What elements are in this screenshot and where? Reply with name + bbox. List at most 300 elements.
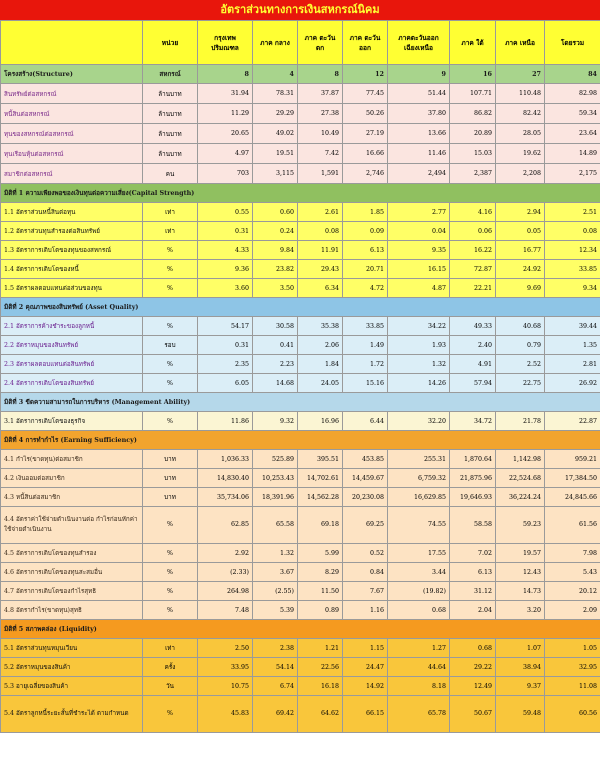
row-unit: บาท bbox=[143, 450, 198, 469]
row-value: 0.41 bbox=[253, 336, 298, 355]
row-value: 9.37 bbox=[496, 677, 545, 696]
table-row bbox=[1, 355, 600, 374]
row-unit: ล้านบาท bbox=[143, 124, 198, 144]
row-value: 0.31 bbox=[198, 222, 253, 241]
row-unit: วัน bbox=[143, 677, 198, 696]
row-value: 54.17 bbox=[198, 317, 253, 336]
row-value: 3.50 bbox=[253, 279, 298, 298]
row-value: 4.33 bbox=[198, 241, 253, 260]
section-title: มิติที่ 2 คุณภาพของสินทรัพย์ (Asset Quality) bbox=[1, 298, 600, 317]
table-row bbox=[1, 336, 600, 355]
row-value: 14,562.28 bbox=[298, 488, 343, 507]
row-value: 14,830.40 bbox=[198, 469, 253, 488]
row-value: 32.95 bbox=[545, 658, 600, 677]
row-value: 19.62 bbox=[496, 144, 545, 164]
row-label: 4.3 หนี้สินต่อสมาชิก bbox=[1, 488, 143, 507]
row-value: 1.15 bbox=[343, 639, 388, 658]
row-value: 2.61 bbox=[298, 203, 343, 222]
row-value: 19.51 bbox=[253, 144, 298, 164]
row-value: 1.32 bbox=[388, 355, 450, 374]
row-value: 66.15 bbox=[343, 696, 388, 733]
section-header-row bbox=[1, 393, 600, 412]
row-value: 74.55 bbox=[388, 507, 450, 544]
row-value: 27.38 bbox=[298, 104, 343, 124]
row-value: 21.78 bbox=[496, 412, 545, 431]
row-unit: ล้านบาท bbox=[143, 144, 198, 164]
row-value: 1,870.64 bbox=[450, 450, 496, 469]
row-value: 2.35 bbox=[198, 355, 253, 374]
column-header: โดยรวม bbox=[545, 21, 600, 65]
row-label: ทุนเรือนหุ้นต่อสหกรณ์ bbox=[1, 144, 143, 164]
row-value: 44.64 bbox=[388, 658, 450, 677]
row-value: 1,036.33 bbox=[198, 450, 253, 469]
row-value: 1.49 bbox=[343, 336, 388, 355]
row-value: 50.67 bbox=[450, 696, 496, 733]
row-unit: บาท bbox=[143, 469, 198, 488]
section-title: มิติที่ 1 ความเพียงพอของเงินทุนต่อความเสี่ยง(Capital Strength) bbox=[1, 184, 600, 203]
row-value: 2.50 bbox=[198, 639, 253, 658]
row-value: 0.08 bbox=[545, 222, 600, 241]
row-value: 1.35 bbox=[545, 336, 600, 355]
table-row bbox=[1, 104, 600, 124]
row-label: 2.3 อัตราผลตอบแทนต่อสินทรัพย์ bbox=[1, 355, 143, 374]
table-row bbox=[1, 203, 600, 222]
column-header: ภาค ตะวันออก bbox=[343, 21, 388, 65]
row-value: 1,142.98 bbox=[496, 450, 545, 469]
row-value: 24.92 bbox=[496, 260, 545, 279]
row-value: 2,494 bbox=[388, 164, 450, 184]
column-header: ภาคตะวันออก เฉียงเหนือ bbox=[388, 21, 450, 65]
row-value: 16.15 bbox=[388, 260, 450, 279]
row-value: 20.89 bbox=[450, 124, 496, 144]
table-row bbox=[1, 507, 600, 544]
row-unit: % bbox=[143, 563, 198, 582]
table-row bbox=[1, 639, 600, 658]
row-value: 86.82 bbox=[450, 104, 496, 124]
column-header: หน่วย bbox=[143, 21, 198, 65]
table-row bbox=[1, 84, 600, 104]
row-unit: ครั้ง bbox=[143, 658, 198, 677]
row-value: 2.77 bbox=[388, 203, 450, 222]
row-value: 395.51 bbox=[298, 450, 343, 469]
row-label: 2.2 อัตราหมุนของสินทรัพย์ bbox=[1, 336, 143, 355]
row-value: 5.43 bbox=[545, 563, 600, 582]
row-value: 0.06 bbox=[450, 222, 496, 241]
row-value: 11.50 bbox=[298, 582, 343, 601]
row-label: 2.1 อัตราการค้างชำระของลูกหนี้ bbox=[1, 317, 143, 336]
row-value: 1.32 bbox=[253, 544, 298, 563]
row-value: (2.55) bbox=[253, 582, 298, 601]
row-value: 0.68 bbox=[388, 601, 450, 620]
row-label: 2.4 อัตราการเติบโตของสินทรัพย์ bbox=[1, 374, 143, 393]
row-value: 0.24 bbox=[253, 222, 298, 241]
row-value: 0.68 bbox=[450, 639, 496, 658]
table-row bbox=[1, 582, 600, 601]
table-row bbox=[1, 164, 600, 184]
row-value: 21,875.96 bbox=[450, 469, 496, 488]
row-value: 14.92 bbox=[343, 677, 388, 696]
row-value: 20,230.08 bbox=[343, 488, 388, 507]
row-value: 27.19 bbox=[343, 124, 388, 144]
column-header-row bbox=[1, 21, 600, 65]
row-value: 7.02 bbox=[450, 544, 496, 563]
row-unit: ล้านบาท bbox=[143, 84, 198, 104]
row-value: 45.83 bbox=[198, 696, 253, 733]
row-label: สมาชิกต่อสหกรณ์ bbox=[1, 164, 143, 184]
row-value: 29.43 bbox=[298, 260, 343, 279]
row-value: 2,208 bbox=[496, 164, 545, 184]
row-value: 38.94 bbox=[496, 658, 545, 677]
table-row bbox=[1, 677, 600, 696]
row-value: 49.02 bbox=[253, 124, 298, 144]
row-value: 525.89 bbox=[253, 450, 298, 469]
row-unit: เท่า bbox=[143, 222, 198, 241]
row-label: 1.2 อัตราส่วนทุนสำรองต่อสินทรัพย์ bbox=[1, 222, 143, 241]
row-label: 3.1 อัตราการเติบโตของธุรกิจ bbox=[1, 412, 143, 431]
row-value: 6.05 bbox=[198, 374, 253, 393]
column-header: ภาค เหนือ bbox=[496, 21, 545, 65]
row-value: 33.85 bbox=[545, 260, 600, 279]
table-row bbox=[1, 222, 600, 241]
row-value: 6.34 bbox=[298, 279, 343, 298]
row-value: 1,591 bbox=[298, 164, 343, 184]
table-row bbox=[1, 469, 600, 488]
row-value: 0.31 bbox=[198, 336, 253, 355]
structure-count: 27 bbox=[496, 65, 545, 84]
row-value: 2,387 bbox=[450, 164, 496, 184]
row-value: 2.09 bbox=[545, 601, 600, 620]
row-value: 16.22 bbox=[450, 241, 496, 260]
row-value: 4.87 bbox=[388, 279, 450, 298]
row-value: 22.75 bbox=[496, 374, 545, 393]
row-value: 3.67 bbox=[253, 563, 298, 582]
row-value: 0.05 bbox=[496, 222, 545, 241]
row-value: 14.89 bbox=[545, 144, 600, 164]
row-value: 11.86 bbox=[198, 412, 253, 431]
table-row bbox=[1, 374, 600, 393]
structure-count: 9 bbox=[388, 65, 450, 84]
row-value: (19.82) bbox=[388, 582, 450, 601]
row-value: 5.99 bbox=[298, 544, 343, 563]
row-value: 37.87 bbox=[298, 84, 343, 104]
ratio-table-body bbox=[1, 21, 600, 733]
row-value: 16.77 bbox=[496, 241, 545, 260]
row-value: 11.29 bbox=[198, 104, 253, 124]
row-value: 19,646.93 bbox=[450, 488, 496, 507]
row-value: 6.74 bbox=[253, 677, 298, 696]
header-blank-cell bbox=[1, 21, 143, 65]
report-title: อัตราส่วนทางการเงินสหกรณ์นิคม bbox=[0, 0, 600, 20]
row-value: 20.71 bbox=[343, 260, 388, 279]
row-value: 0.55 bbox=[198, 203, 253, 222]
row-value: 29.29 bbox=[253, 104, 298, 124]
row-value: 16,629.85 bbox=[388, 488, 450, 507]
row-value: 65.78 bbox=[388, 696, 450, 733]
row-value: 11.91 bbox=[298, 241, 343, 260]
row-unit: % bbox=[143, 696, 198, 733]
row-value: 50.26 bbox=[343, 104, 388, 124]
row-value: 26.92 bbox=[545, 374, 600, 393]
section-header-row bbox=[1, 184, 600, 203]
row-unit: % bbox=[143, 317, 198, 336]
row-value: 1.05 bbox=[545, 639, 600, 658]
row-value: 22.87 bbox=[545, 412, 600, 431]
row-unit: คน bbox=[143, 164, 198, 184]
row-value: 9.69 bbox=[496, 279, 545, 298]
row-value: 16.66 bbox=[343, 144, 388, 164]
row-value: 14,702.61 bbox=[298, 469, 343, 488]
section-title: มิติที่ 4 การทำกำไร (Earning Sufficiency) bbox=[1, 431, 600, 450]
row-unit: % bbox=[143, 507, 198, 544]
row-value: 14.68 bbox=[253, 374, 298, 393]
row-value: 3.44 bbox=[388, 563, 450, 582]
structure-header-row bbox=[1, 65, 600, 84]
row-value: 110.48 bbox=[496, 84, 545, 104]
structure-unit: สหกรณ์ bbox=[143, 65, 198, 84]
row-value: 17,384.50 bbox=[545, 469, 600, 488]
row-unit: % bbox=[143, 374, 198, 393]
row-value: 6.44 bbox=[343, 412, 388, 431]
row-value: 72.87 bbox=[450, 260, 496, 279]
row-value: 703 bbox=[198, 164, 253, 184]
row-value: 13.66 bbox=[388, 124, 450, 144]
row-value: 9.36 bbox=[198, 260, 253, 279]
row-value: 2.38 bbox=[253, 639, 298, 658]
row-unit: % bbox=[143, 355, 198, 374]
row-value: 2.23 bbox=[253, 355, 298, 374]
section-title: มิติที่ 3 ขีดความสามารถในการบริหาร (Management Ability) bbox=[1, 393, 600, 412]
table-row bbox=[1, 601, 600, 620]
column-header: ภาค ตะวันตก bbox=[298, 21, 343, 65]
row-value: 0.79 bbox=[496, 336, 545, 355]
row-value: 0.52 bbox=[343, 544, 388, 563]
row-value: 12.43 bbox=[496, 563, 545, 582]
row-value: 1.72 bbox=[343, 355, 388, 374]
row-unit: % bbox=[143, 601, 198, 620]
row-value: 6.13 bbox=[343, 241, 388, 260]
row-label: 5.2 อัตราหมุนของสินค้า bbox=[1, 658, 143, 677]
row-value: 2.94 bbox=[496, 203, 545, 222]
row-value: 23.82 bbox=[253, 260, 298, 279]
row-value: 1.07 bbox=[496, 639, 545, 658]
row-value: 28.05 bbox=[496, 124, 545, 144]
row-value: 0.60 bbox=[253, 203, 298, 222]
row-value: 14.26 bbox=[388, 374, 450, 393]
structure-count: 8 bbox=[198, 65, 253, 84]
structure-count: 4 bbox=[253, 65, 298, 84]
row-value: 1.27 bbox=[388, 639, 450, 658]
row-unit: บาท bbox=[143, 488, 198, 507]
row-value: 9.84 bbox=[253, 241, 298, 260]
row-label: 4.7 อัตราการเติบโตของกำไรสุทธิ bbox=[1, 582, 143, 601]
row-value: 62.85 bbox=[198, 507, 253, 544]
row-value: 12.49 bbox=[450, 677, 496, 696]
row-label: 1.4 อัตราการเติบโตของหนี้ bbox=[1, 260, 143, 279]
row-label: 1.3 อัตราการเติบโตของทุนของสหกรณ์ bbox=[1, 241, 143, 260]
row-value: 10,253.43 bbox=[253, 469, 298, 488]
row-value: 58.58 bbox=[450, 507, 496, 544]
row-value: 17.55 bbox=[388, 544, 450, 563]
section-title: มิติที่ 5 สภาพคล่อง (Liquidity) bbox=[1, 620, 600, 639]
row-value: 11.08 bbox=[545, 677, 600, 696]
row-value: 30.58 bbox=[253, 317, 298, 336]
row-value: 22.21 bbox=[450, 279, 496, 298]
row-value: 65.58 bbox=[253, 507, 298, 544]
row-value: 20.65 bbox=[198, 124, 253, 144]
row-value: 20.12 bbox=[545, 582, 600, 601]
row-value: 23.64 bbox=[545, 124, 600, 144]
row-value: 1.21 bbox=[298, 639, 343, 658]
row-value: 6.13 bbox=[450, 563, 496, 582]
row-label: สินทรัพย์ต่อสหกรณ์ bbox=[1, 84, 143, 104]
row-label: 4.4 อัตราค่าใช้จ่ายดำเนินงานต่อ กำไรก่อนหักค่าใช้จ่ายดำเนินงาน bbox=[1, 507, 143, 544]
row-value: 24,845.66 bbox=[545, 488, 600, 507]
row-value: 2,746 bbox=[343, 164, 388, 184]
row-label: 4.1 กำไร(ขาดทุน)ต่อสมาชิก bbox=[1, 450, 143, 469]
row-value: 16.18 bbox=[298, 677, 343, 696]
row-value: 8.18 bbox=[388, 677, 450, 696]
row-value: 4.97 bbox=[198, 144, 253, 164]
row-value: 4.91 bbox=[450, 355, 496, 374]
row-value: 4.16 bbox=[450, 203, 496, 222]
row-value: 2.51 bbox=[545, 203, 600, 222]
ratio-table bbox=[0, 20, 600, 733]
table-row bbox=[1, 412, 600, 431]
row-value: 6,759.32 bbox=[388, 469, 450, 488]
row-value: 1.85 bbox=[343, 203, 388, 222]
row-value: 37.80 bbox=[388, 104, 450, 124]
row-value: 35.38 bbox=[298, 317, 343, 336]
row-value: 31.94 bbox=[198, 84, 253, 104]
row-value: 51.44 bbox=[388, 84, 450, 104]
row-value: 69.42 bbox=[253, 696, 298, 733]
structure-count: 84 bbox=[545, 65, 600, 84]
section-header-row bbox=[1, 431, 600, 450]
row-value: 14.73 bbox=[496, 582, 545, 601]
row-unit: % bbox=[143, 412, 198, 431]
row-value: 78.31 bbox=[253, 84, 298, 104]
row-label: 4.5 อัตราการเติบโตของทุนสำรอง bbox=[1, 544, 143, 563]
column-header: กรุงเทพ ปริมณฑล bbox=[198, 21, 253, 65]
section-header-row bbox=[1, 298, 600, 317]
column-header: ภาค ใต้ bbox=[450, 21, 496, 65]
row-value: 15.16 bbox=[343, 374, 388, 393]
table-row bbox=[1, 696, 600, 733]
row-value: 2.52 bbox=[496, 355, 545, 374]
row-label: 1.1 อัตราส่วนหนี้สินต่อทุน bbox=[1, 203, 143, 222]
row-value: 11.46 bbox=[388, 144, 450, 164]
row-value: 3,115 bbox=[253, 164, 298, 184]
row-value: 34.72 bbox=[450, 412, 496, 431]
table-row bbox=[1, 279, 600, 298]
row-value: (2.33) bbox=[198, 563, 253, 582]
row-value: 264.98 bbox=[198, 582, 253, 601]
table-row bbox=[1, 241, 600, 260]
row-label: ทุนของสหกรณ์ต่อสหกรณ์ bbox=[1, 124, 143, 144]
table-row bbox=[1, 563, 600, 582]
row-value: 40.68 bbox=[496, 317, 545, 336]
table-row bbox=[1, 658, 600, 677]
row-value: 15.03 bbox=[450, 144, 496, 164]
row-value: 9.32 bbox=[253, 412, 298, 431]
row-value: 33.95 bbox=[198, 658, 253, 677]
row-value: 36,224.24 bbox=[496, 488, 545, 507]
row-value: 32.20 bbox=[388, 412, 450, 431]
row-value: 82.98 bbox=[545, 84, 600, 104]
row-label: หนี้สินต่อสหกรณ์ bbox=[1, 104, 143, 124]
row-value: 255.31 bbox=[388, 450, 450, 469]
row-unit: ล้านบาท bbox=[143, 104, 198, 124]
row-value: 59.23 bbox=[496, 507, 545, 544]
row-value: 10.49 bbox=[298, 124, 343, 144]
row-value: 2.92 bbox=[198, 544, 253, 563]
row-value: 0.84 bbox=[343, 563, 388, 582]
structure-count: 12 bbox=[343, 65, 388, 84]
row-value: 60.56 bbox=[545, 696, 600, 733]
row-value: 64.62 bbox=[298, 696, 343, 733]
table-row bbox=[1, 260, 600, 279]
row-label: 1.5 อัตราผลตอบแทนต่อส่วนของทุน bbox=[1, 279, 143, 298]
row-label: 5.4 อัตราลูกหนี้ระยะสั้นที่ชำระได้ ตามกำหนด bbox=[1, 696, 143, 733]
row-unit: เท่า bbox=[143, 203, 198, 222]
row-value: 3.60 bbox=[198, 279, 253, 298]
row-value: 0.08 bbox=[298, 222, 343, 241]
row-unit: เท่า bbox=[143, 639, 198, 658]
row-value: 3.20 bbox=[496, 601, 545, 620]
row-value: 69.18 bbox=[298, 507, 343, 544]
row-value: 33.85 bbox=[343, 317, 388, 336]
row-unit: % bbox=[143, 241, 198, 260]
row-value: 34.22 bbox=[388, 317, 450, 336]
row-value: 69.25 bbox=[343, 507, 388, 544]
row-value: 7.42 bbox=[298, 144, 343, 164]
row-unit: % bbox=[143, 582, 198, 601]
row-value: 59.34 bbox=[545, 104, 600, 124]
row-value: 9.35 bbox=[388, 241, 450, 260]
table-row bbox=[1, 488, 600, 507]
structure-count: 8 bbox=[298, 65, 343, 84]
row-label: 4.6 อัตราการเติบโตของทุนสะสมอื่น bbox=[1, 563, 143, 582]
row-value: 24.47 bbox=[343, 658, 388, 677]
row-value: 57.94 bbox=[450, 374, 496, 393]
row-value: 2.06 bbox=[298, 336, 343, 355]
row-value: 59.48 bbox=[496, 696, 545, 733]
row-value: 54.14 bbox=[253, 658, 298, 677]
table-row bbox=[1, 124, 600, 144]
row-value: 31.12 bbox=[450, 582, 496, 601]
row-value: 1.84 bbox=[298, 355, 343, 374]
table-row bbox=[1, 544, 600, 563]
row-value: 2.04 bbox=[450, 601, 496, 620]
structure-count: 16 bbox=[450, 65, 496, 84]
row-value: 1.93 bbox=[388, 336, 450, 355]
row-value: 29.22 bbox=[450, 658, 496, 677]
column-header: ภาค กลาง bbox=[253, 21, 298, 65]
row-label: 4.8 อัตรากำไร(ขาดทุน)สุทธิ bbox=[1, 601, 143, 620]
row-value: 12.34 bbox=[545, 241, 600, 260]
row-value: 61.56 bbox=[545, 507, 600, 544]
row-value: 49.33 bbox=[450, 317, 496, 336]
row-value: 22.56 bbox=[298, 658, 343, 677]
row-value: 2.81 bbox=[545, 355, 600, 374]
section-header-row bbox=[1, 620, 600, 639]
row-value: 16.96 bbox=[298, 412, 343, 431]
row-value: 4.72 bbox=[343, 279, 388, 298]
row-value: 35,734.06 bbox=[198, 488, 253, 507]
row-value: 10.75 bbox=[198, 677, 253, 696]
row-value: 14,459.67 bbox=[343, 469, 388, 488]
row-unit: % bbox=[143, 544, 198, 563]
